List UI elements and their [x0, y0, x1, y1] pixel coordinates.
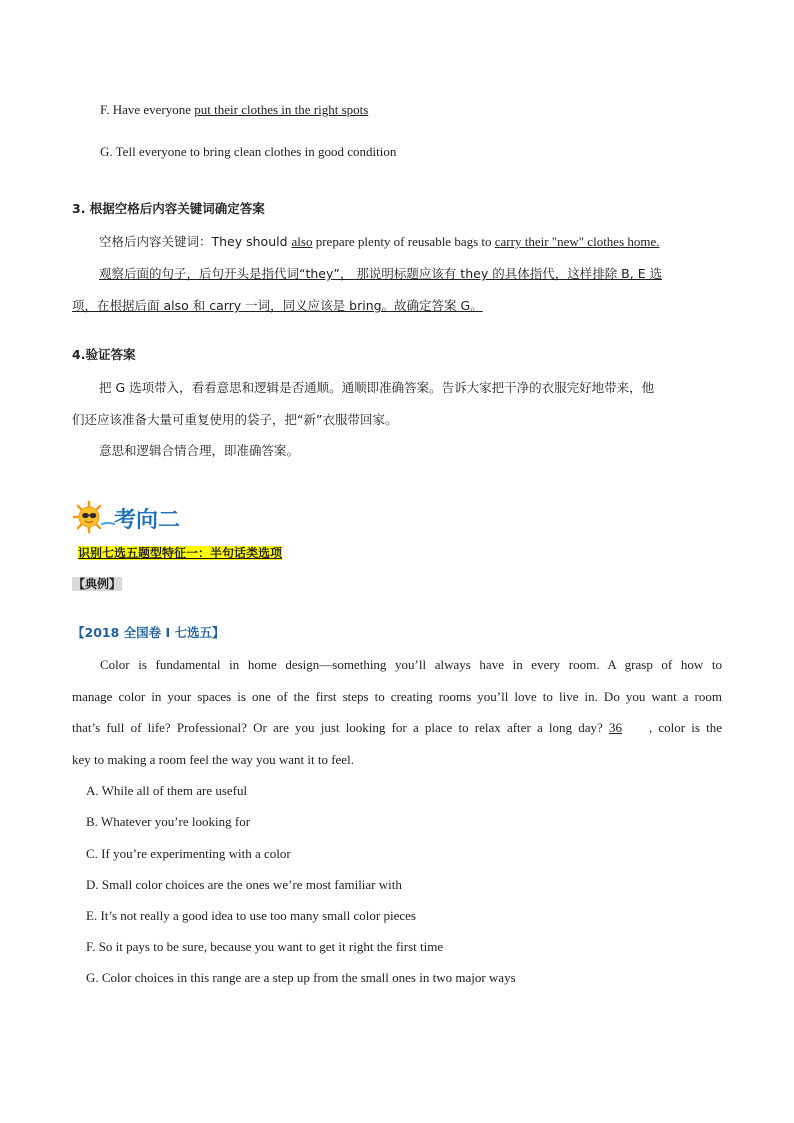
step3-line3: 项，在根据后面 also 和 carry 一词，同义应该是 bring。故确定答案 G。 [72, 298, 483, 313]
passage-line3-prefix: that’s full of life? Professional? Or are you just looking for a place to relax after a long day? [72, 720, 609, 735]
passage-line-4: key to making a room feel the way you want it to feel. [72, 752, 354, 767]
option-g: G. Color choices in this range are a step up from the small ones in two major ways [86, 970, 516, 985]
step3-line1-mid: prepare plenty of reusable bags to [312, 234, 495, 249]
option-f: F. So it pays to be sure, because you want to get it right the first time [86, 939, 444, 954]
passage-line-2: manage color in your spaces is one of the first steps to creating rooms you’ll love to live in. Do you want a room [72, 689, 722, 704]
option-f-underlined: put their clothes in the right spots [194, 102, 369, 117]
blank-36: 36 [608, 720, 622, 735]
option-f-prev [100, 102, 368, 118]
step3-line1 [99, 232, 660, 250]
passage-line3-suffix: , color is the [648, 720, 723, 735]
step4-line3: 意思和逻辑合情合理，即准确答案。 [99, 443, 300, 458]
option-a: A. While all of them are useful [86, 783, 248, 798]
option-d: D. Small color choices are the ones we’re most familiar with [86, 877, 402, 892]
example-tag: 【典例】 [73, 577, 122, 591]
option-b: B. Whatever you’re looking for [86, 814, 251, 829]
step4-heading: 4.验证答案 [72, 347, 136, 362]
step3-line2: 观察后面的句子，后句开头是指代词“they”， 那说明标题应该有 they 的具体指代，这样排除 B, E 选 [99, 266, 663, 281]
step4-line2: 们还应该准备大量可重复使用的袋子，把“新”衣服带回家。 [72, 412, 398, 427]
step4-line1: 把 G 选项带入，看看意思和逻辑是否通顺。通顺即准确答案。告诉大家把干净的衣服完好地带来，他 [99, 380, 655, 395]
step3-line1-prefix: 空格后内容关键词：They should [99, 234, 292, 249]
step3-line1-end: carry their "new" clothes home. [494, 234, 660, 249]
option-g-prev: G. Tell everyone to bring clean clothes in good condition [100, 144, 397, 159]
step3-also: also [291, 234, 313, 249]
section-subtitle: 识别七选五题型特征一：半句话类选项 [78, 546, 283, 560]
passage-line-1: Color is fundamental in home design—something you’ll always have in every room. A grasp of how to [100, 657, 722, 672]
source-label: 【2018 全国卷 I 七选五】 [72, 625, 225, 640]
step3-heading: 3. 根据空格后内容关键词确定答案 [72, 201, 265, 216]
option-f-prefix: F. Have everyone [100, 102, 195, 117]
section-title: 考向二 [114, 508, 181, 533]
option-c: C. If you’re experimenting with a color [86, 846, 291, 861]
passage-line-3 [72, 720, 722, 736]
option-e: E. It’s not really a good idea to use too many small color pieces [86, 908, 416, 923]
sun-sunglasses-icon [72, 500, 116, 538]
